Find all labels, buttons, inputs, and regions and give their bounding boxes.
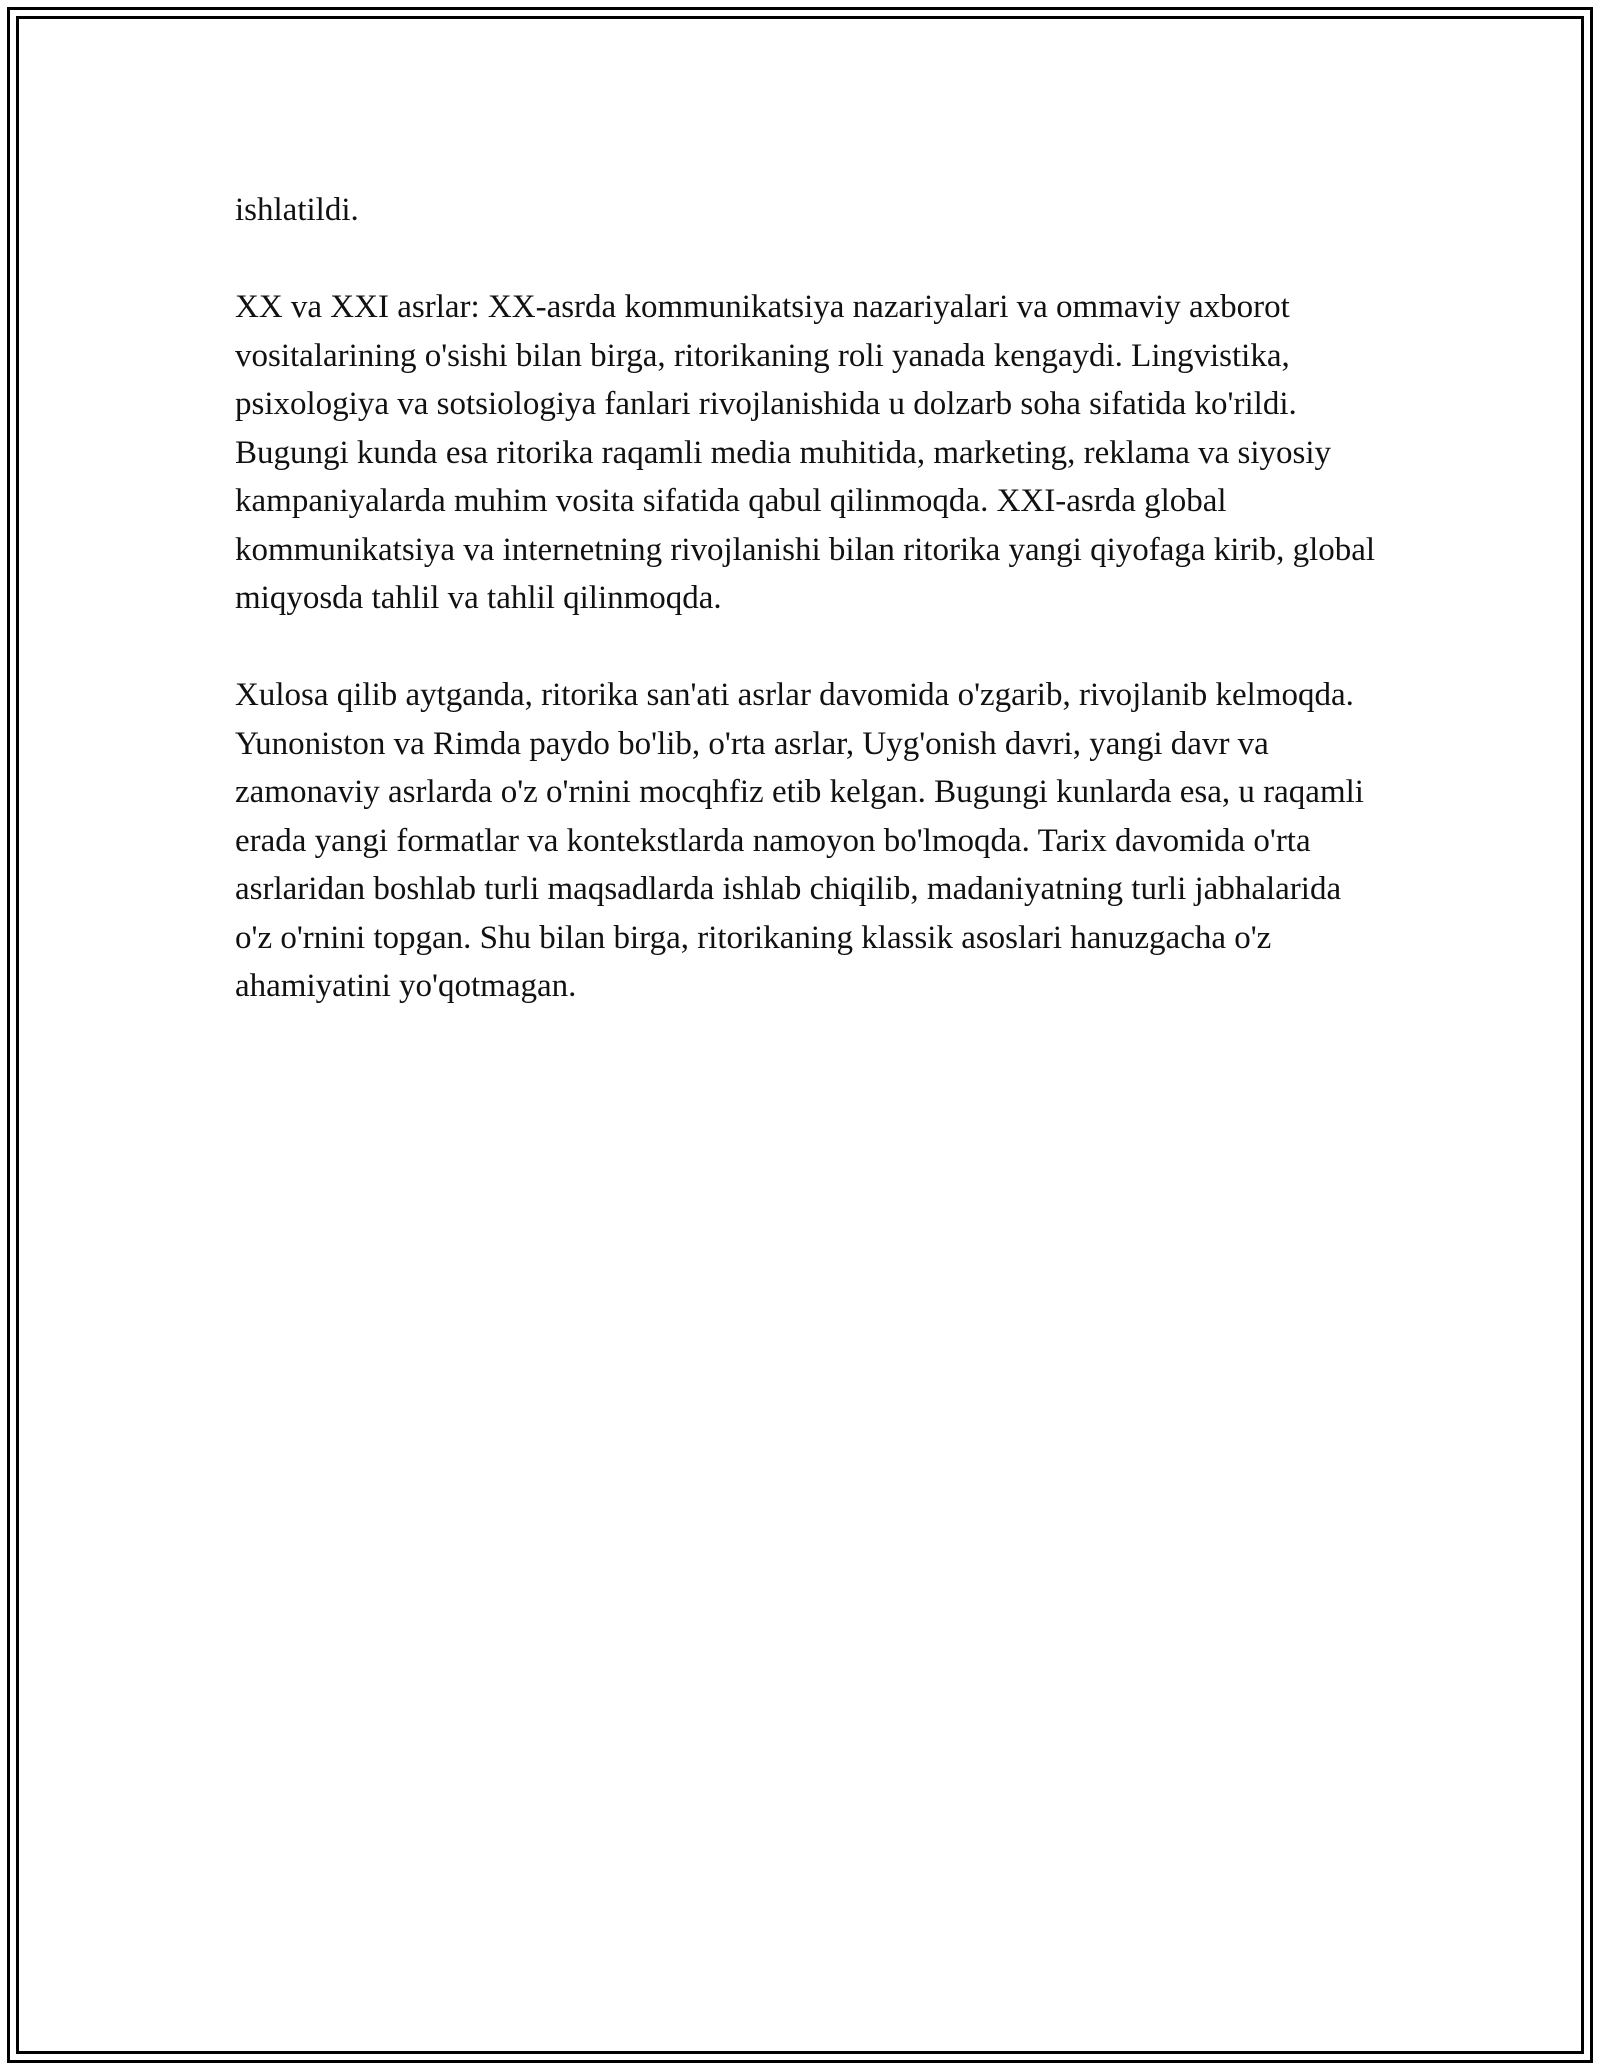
paragraph-continuation: ishlatildi.: [235, 192, 359, 228]
document-body: [235, 186, 1385, 1059]
paragraph-xx-xxi-centuries: XX va XXI asrlar: XX-asrda kommunikatsiya nazariyalari va ommaviy axborot vositalarining o'sishi bilan birga, ritorikaning roli yanada kengaydi. Lingvistika, psixologiya va sotsiologiya fanlari rivojlanishida u dolzarb soha sifatida ko'rildi. Bugungi kunda esa ritorika raqamli media muhitida, marketing, reklama va siyosiy kampaniyalarda muhim vosita sifatida qabul qilinmoqda. XXI-asrda global kommunikatsiya va internetning rivojlanishi bilan ritorika yangi qiyofaga kirib, global miqyosda tahlil va tahlil qilinmoqda.: [235, 289, 1376, 616]
paragraph-conclusion: Xulosa qilib aytganda, ritorika san'ati asrlar davomida o'zgarib, rivojlanib kelmoqda. Yunoniston va Rimda paydo bo'lib, o'rta asrlar, Uyg'onish davri, yangi davr va zamonaviy asrlarda o'z o'rnini mocqhfiz etib kelgan. Bugungi kunlarda esa, u raqamli erada yangi formatlar va kontekstlarda namoyon bo'lmoqda. Tarix davomida o'rta asrlaridan boshlab turli maqsadlarda ishlab chiqilib, madaniyatning turli jabhalarida o'z o'rnini topgan. Shu bilan birga, ritorikaning klassik asoslari hanuzgacha o'z ahamiyatini yo'qotmagan.: [235, 677, 1364, 1004]
